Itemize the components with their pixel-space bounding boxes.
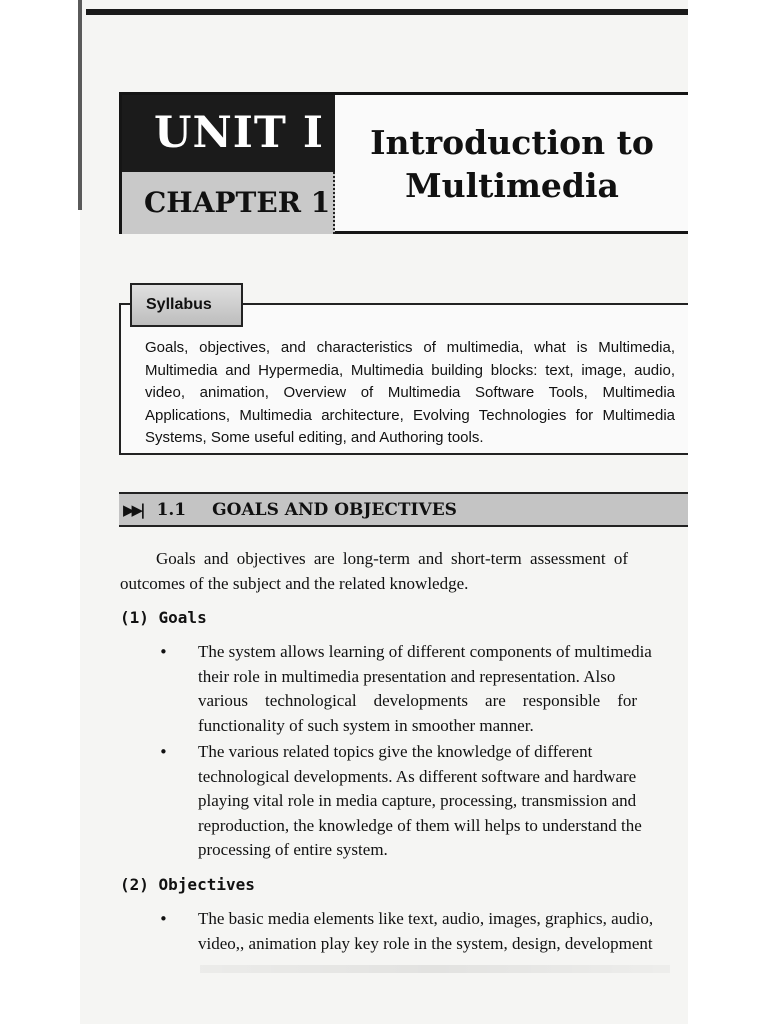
chapter-divider [333,172,335,234]
bullet-marker: • [159,643,168,661]
chapter-title [337,121,687,207]
page-edge-shadow [78,0,82,210]
bullet-line: functionality of such system in smoother manner. [198,715,534,735]
bullet-line: video,, animation play key role in the system, design, development [198,933,653,953]
objectives-bullet-1 [198,907,688,956]
bleed-through-shadow [200,965,670,973]
intro-paragraph [120,547,688,596]
goals-bullet-1 [198,640,688,738]
bullet-line: The system allows learning of different components of multimedia [198,642,652,661]
section-number: 1.1 [156,499,187,520]
bullet-marker: • [159,910,168,928]
bullet-marker: • [159,743,168,761]
bullet-line: playing vital role in media capture, processing, transmission and [198,791,637,810]
unit-label: UNIT I [122,95,335,172]
intro-line: Goals and objectives are long-term and short-term assessment of [156,549,628,568]
chapter-title-line2: Multimedia [405,166,619,205]
bullet-line: technological developments. As different software and hardware [198,766,637,786]
syllabus-label: Syllabus [130,283,243,327]
bullet-line: various technological developments are responsible for [198,691,638,710]
goals-bullet-2 [198,740,688,863]
bullet-line: reproduction, the knowledge of them will helps to understand the [198,815,642,835]
fast-forward-icon: ▶▶| [123,500,143,519]
syllabus-text: Goals, objectives, and characteristics of multimedia, what is Multimedia, Multimedia and Hypermedia, Multimedia building blocks: text, image, audio, video, animation, Overview of Multimedia Software Tools, Multimedia Applications, Multimedia architecture, Evolving Technologies for Multimedia Systems, Some useful editing, and Authoring tools. [145,339,675,446]
section-heading [119,492,688,527]
chapter-header [119,92,688,234]
bullet-line: their role in multimedia presentation and representation. Also [198,666,616,686]
intro-line: outcomes of the subject and the related knowledge. [120,573,469,593]
section-title: GOALS AND OBJECTIVES [212,499,457,520]
objectives-heading: (2) Objectives [120,875,255,894]
bullet-line: processing of entire system. [198,840,388,859]
chapter-label: CHAPTER 1 [122,172,335,234]
bullet-line: The basic media elements like text, audio, images, graphics, audio, [198,909,654,928]
top-rule [86,9,688,15]
chapter-title-line1: Introduction to [370,123,654,162]
bullet-line: The various related topics give the knowledge of different [198,742,593,761]
goals-heading: (1) Goals [120,608,207,627]
